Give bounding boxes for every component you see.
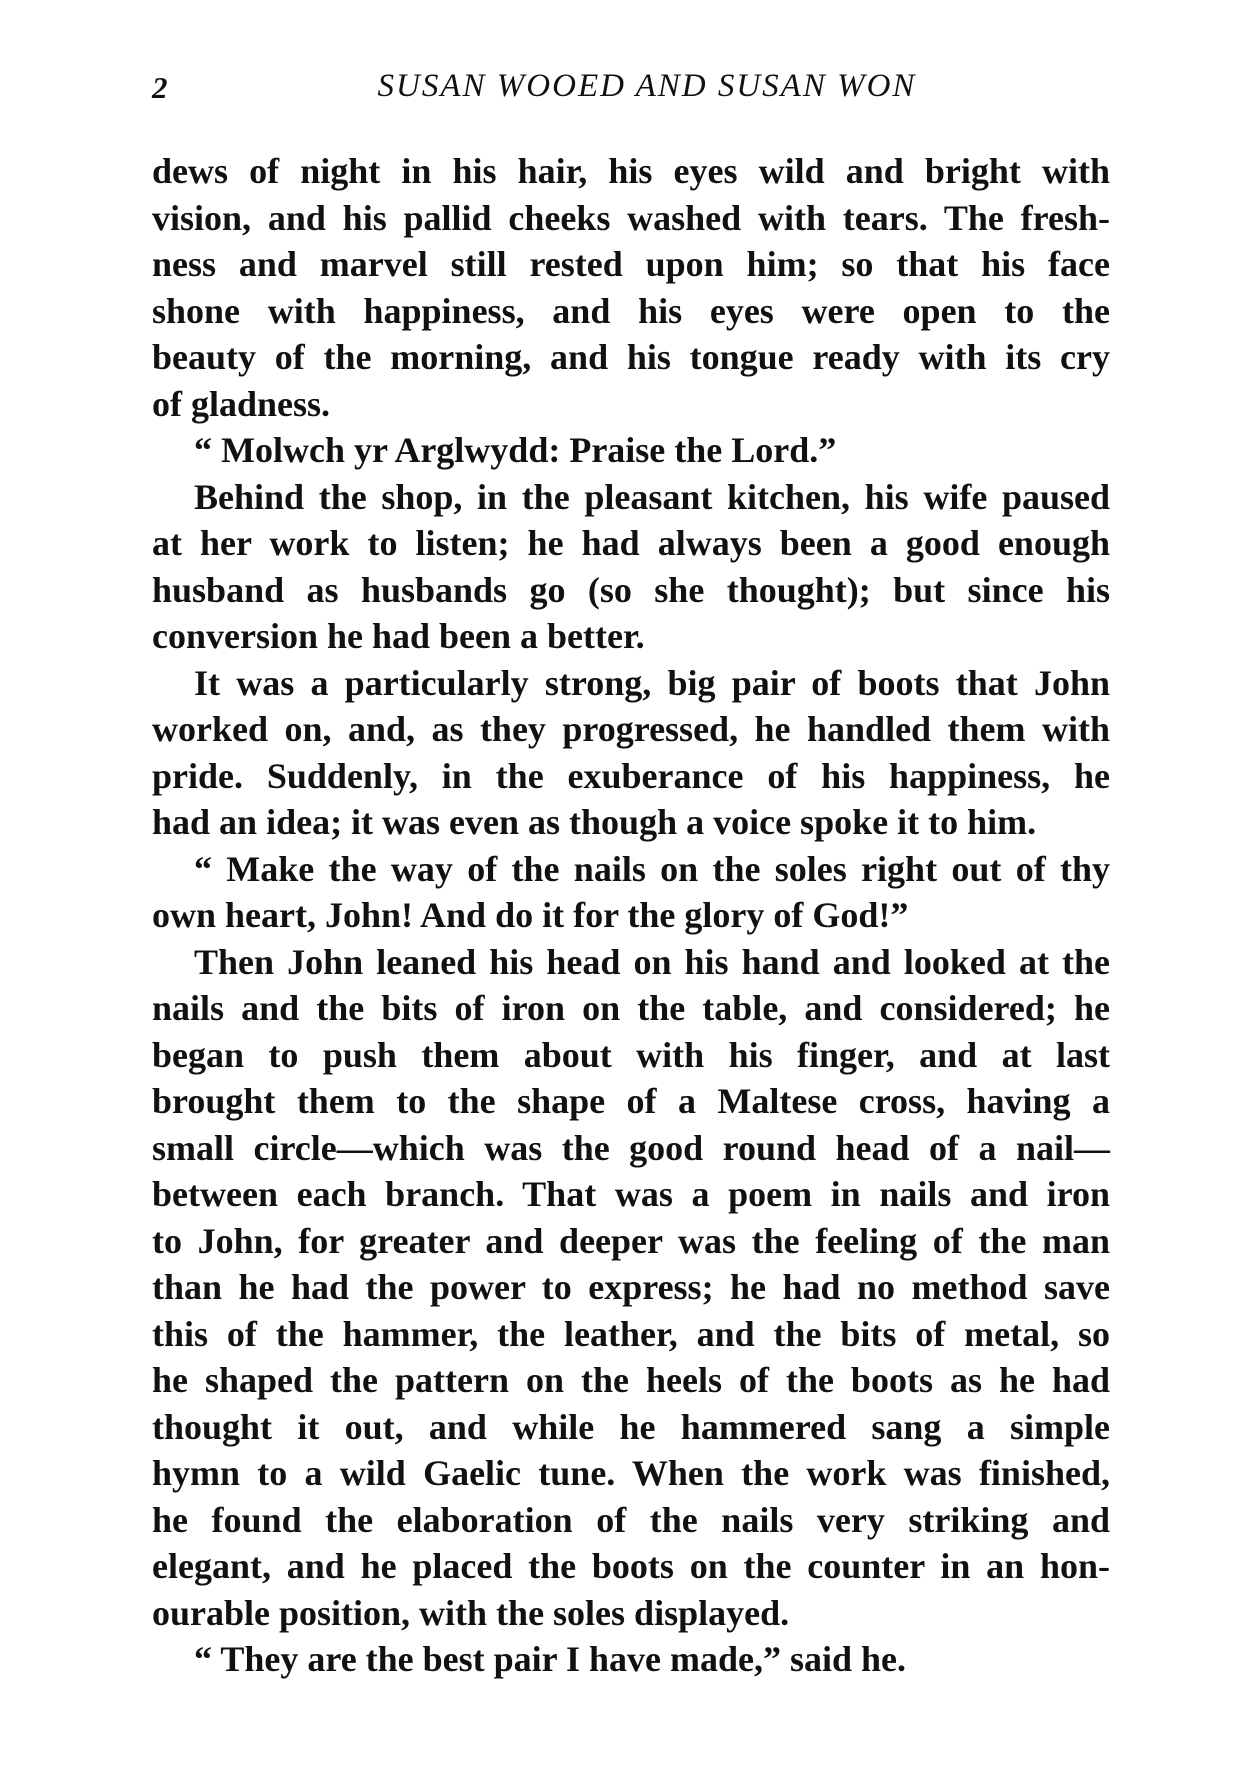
text-line: “ Molwch yr Arglwydd: Praise the Lord.” [194, 430, 837, 470]
text-line: elegant, and he placed the boots on the counter in an hon- [152, 1546, 1110, 1586]
text-line: conversion he had been a better. [152, 616, 645, 656]
text-line: ourable position, with the soles displayed. [152, 1592, 790, 1633]
text-line: at her work to listen; he had always been a good enough [152, 523, 1110, 563]
text-line: thought it out, and while he hammered sang a simple [152, 1406, 1110, 1447]
text-line: Then John leaned his head on his hand and looked at the [194, 941, 1110, 982]
text-line: to John, for greater and deeper was the feeling of the man [152, 1220, 1110, 1261]
text-line: than he had the power to express; he had no method save [152, 1267, 1110, 1307]
text-line: brought them to the shape of a Maltese cross, having a [152, 1081, 1110, 1121]
text-line: had an idea; it was even as though a voice spoke it to him. [152, 802, 1037, 842]
text-line: this of the hammer, the leather, and the bits of metal, so [152, 1313, 1110, 1354]
text-line: he found the elaboration of the nails very striking and [152, 1499, 1110, 1540]
page-header [152, 62, 1112, 112]
page-number: 2 [152, 70, 168, 105]
text-line: he shaped the pattern on the heels of the boots as he had [152, 1360, 1110, 1400]
body-text [152, 148, 1110, 1683]
text-line: “ Make the way of the nails on the soles right out of thy [194, 848, 1110, 889]
text-line: began to push them about with his finger, and at last [152, 1034, 1110, 1075]
text-line: “ They are the best pair I have made,” said he. [194, 1639, 907, 1679]
text-line: shone with happiness, and his eyes were open to the [152, 290, 1110, 331]
text-line: pride. Suddenly, in the exuberance of his happiness, he [152, 755, 1110, 796]
text-line: ness and marvel still rested upon him; so that his face [152, 244, 1110, 284]
text-line: Behind the shop, in the pleasant kitchen, his wife paused [194, 476, 1110, 517]
text-line: hymn to a wild Gaelic tune. When the work was finished, [152, 1453, 1110, 1493]
text-line: nails and the bits of iron on the table, and considered; he [152, 988, 1110, 1028]
text-line: small circle—which was the good round head of a nail— [152, 1127, 1110, 1168]
text-line: own heart, John! And do it for the glory of God!” [152, 895, 909, 935]
text-line: between each branch. That was a poem in nails and iron [152, 1174, 1110, 1214]
text-line: of gladness. [152, 383, 331, 424]
running-title: SUSAN WOOED AND SUSAN WON [377, 68, 917, 104]
text-line: beauty of the morning, and his tongue ready with its cry [152, 337, 1110, 377]
text-line: It was a particularly strong, big pair of boots that John [194, 662, 1110, 703]
text-line: dews of night in his hair, his eyes wild and bright with [152, 151, 1110, 191]
text-line: vision, and his pallid cheeks washed with tears. The fresh- [152, 197, 1110, 238]
text-line: husband as husbands go (so she thought); but since his [152, 569, 1110, 610]
text-line: worked on, and, as they progressed, he handled them with [152, 709, 1110, 749]
